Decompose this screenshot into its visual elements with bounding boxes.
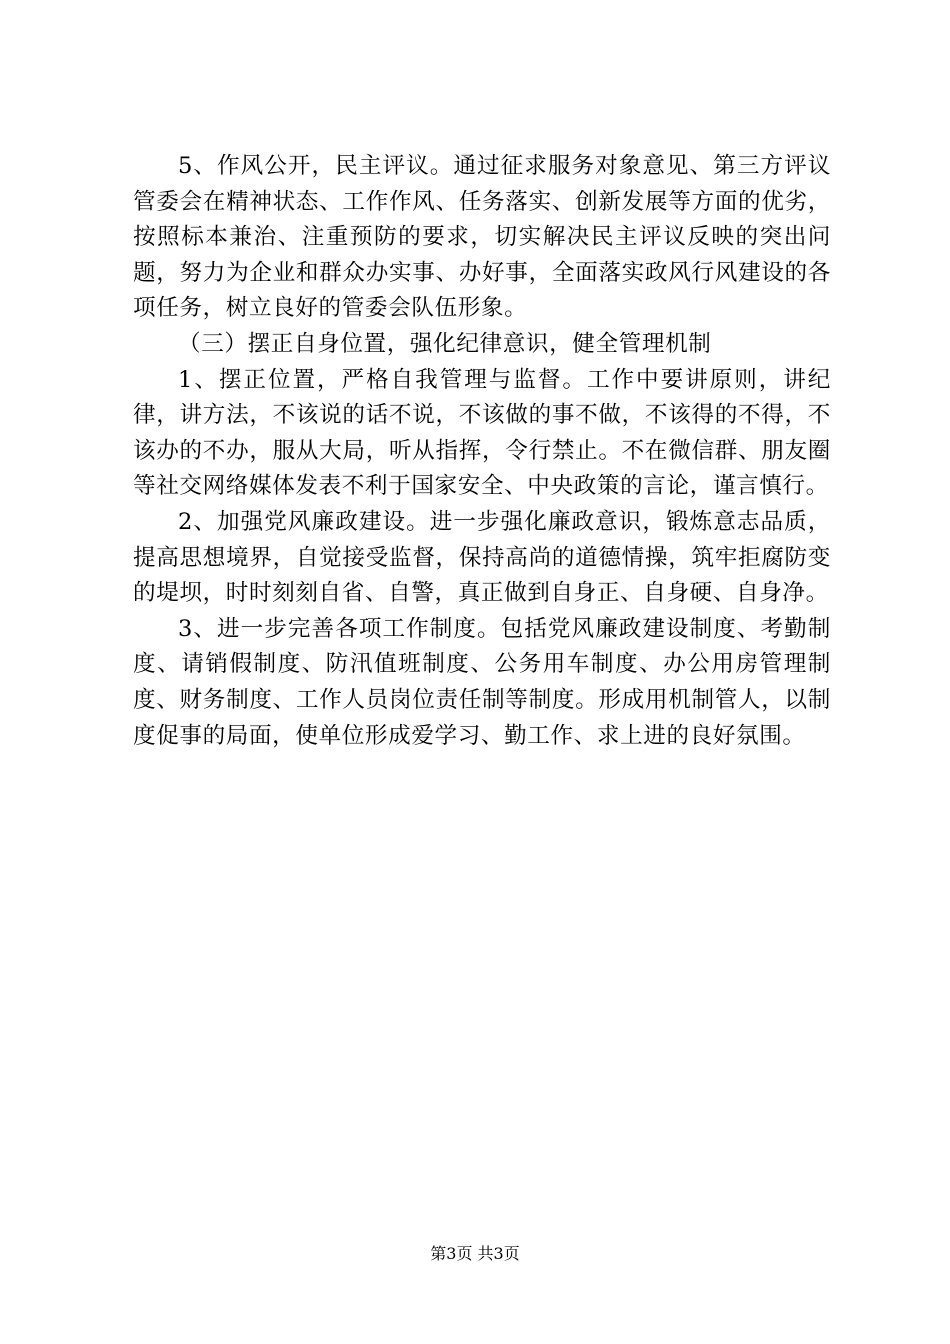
document-body — [133, 149, 831, 754]
page-number-footer: 第3页 共3页 — [430, 1244, 520, 1263]
paragraph-work-systems: 3、进一步完善各项工作制度。包括党风廉政建设制度、考勤制度、请销假制度、防汛值班制度、公务用车制度、办公用房管理制度、财务制度、工作人员岗位责任制等制度。形成用机制管人，以制度促事的局面，使单位形成爱学习、勤工作、求上进的良好氛围。 — [133, 615, 831, 749]
section-heading-three: （三）摆正自身位置，强化纪律意识，健全管理机制 — [178, 330, 712, 357]
paragraph-self-management: 1、摆正位置，严格自我管理与监督。工作中要讲原则，讲纪律，讲方法，不该说的话不说，不该做的事不做，不该得的不得，不该办的不办，服从大局，听从指挥，令行禁止。不在微信群、朋友圈等社交网络媒体发表不利于国家安全、中央政策的言论，谨言慎行。 — [133, 366, 831, 500]
paragraph-democratic-review: 5、作风公开，民主评议。通过征求服务对象意见、第三方评议管委会在精神状态、工作作风、任务落实、创新发展等方面的优劣，按照标本兼治、注重预防的要求，切实解决民主评议反映的突出问题，努力为企业和群众办实事、办好事，全面落实政风行风建设的各项任务，树立良好的管委会队伍形象。 — [133, 153, 831, 322]
paragraph-integrity-building: 2、加强党风廉政建设。进一步强化廉政意识，锻炼意志品质，提高思想境界，自觉接受监督，保持高尚的道德情操，筑牢拒腐防变的堤坝，时时刻刻自省、自警，真正做到自身正、自身硬、自身净。 — [133, 508, 831, 607]
